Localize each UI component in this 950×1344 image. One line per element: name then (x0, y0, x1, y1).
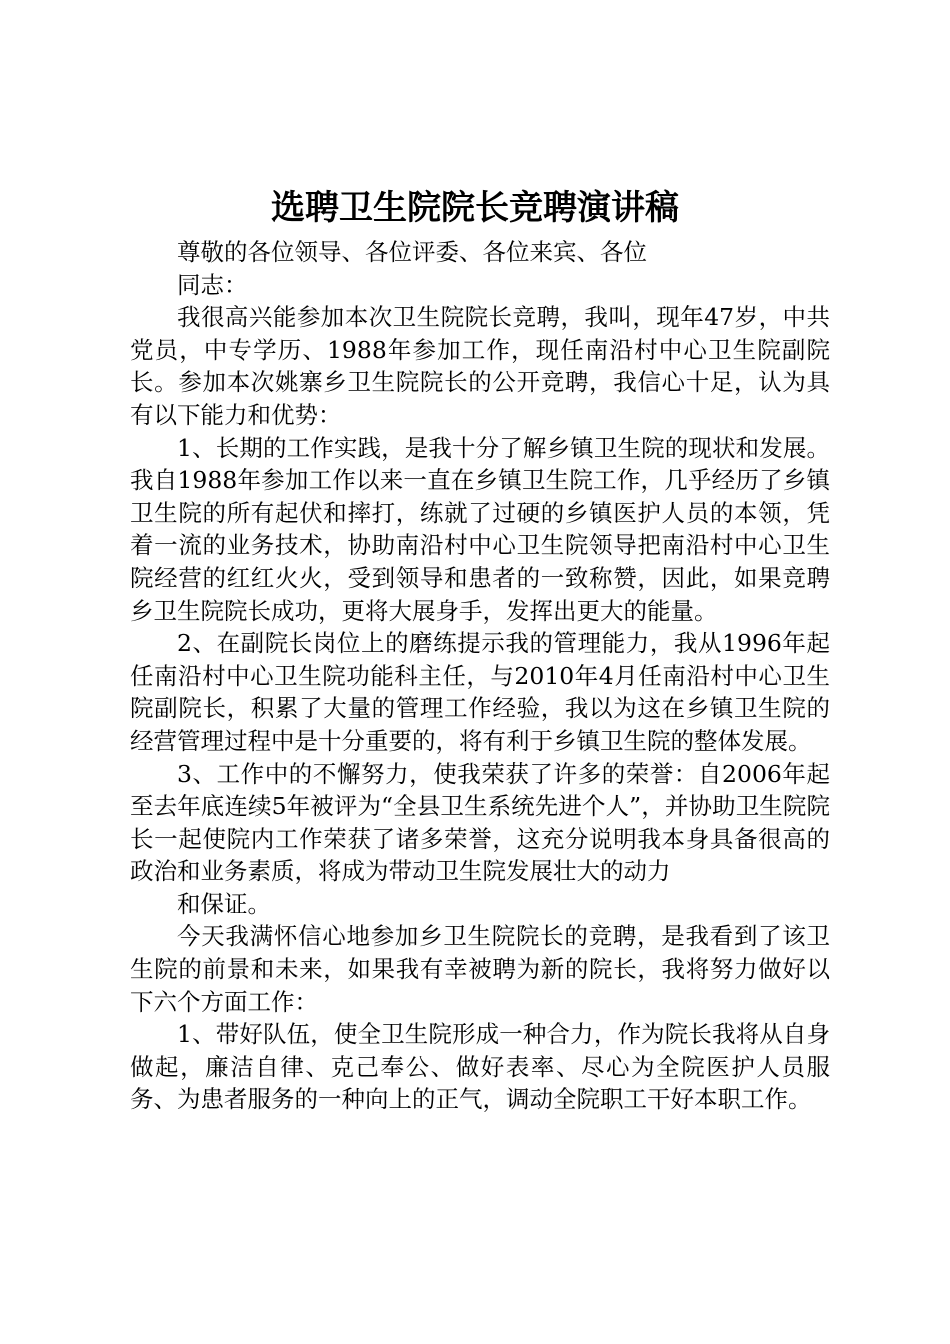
salutation-line: 尊敬的各位领导、各位评委、各位来宾、各位 (177, 238, 647, 266)
advantage-paragraph-2: 2、在副院长岗位上的磨练提示我的管理能力，我从1996年起任南沿村中心卫生院功能科主任，与2010年4月任南沿村中心卫生院副院长，积累了大量的管理工作经验，我以为这在乡镇卫生院的经营管理过程中是十分重要的，将有利于乡镇卫生院的整体发展。 (130, 629, 830, 755)
document-body (130, 236, 830, 1116)
plan-paragraph-1: 1、带好队伍，使全卫生院形成一种合力，作为院长我将从自身做起，廉洁自律、克己奉公、做好表率、尽心为全院医护人员服务、为患者服务的一种向上的正气，调动全院职工干好本职工作。 (130, 1020, 830, 1114)
advantage-paragraph-1: 1、长期的工作实践，是我十分了解乡镇卫生院的现状和发展。我自1988年参加工作以来一直在乡镇卫生院工作，几乎经历了乡镇卫生院的所有起伏和摔打，练就了过硬的乡镇医护人员的本领，凭着一流的业务技术，协助南沿村中心卫生院领导把南沿村中心卫生院经营的红红火火，受到领导和患者的一致称赞，因此，如果竞聘乡卫生院院长成功，更将大展身手，发挥出更大的能量。 (130, 433, 830, 625)
document-title: 选聘卫生院院长竞聘演讲稿 (271, 188, 679, 228)
plan-intro-paragraph: 今天我满怀信心地参加乡卫生院院长的竞聘，是我看到了该卫生院的前景和未来，如果我有幸被聘为新的院长，我将努力做好以下六个方面工作： (130, 922, 830, 1016)
salutation-continuation: 同志： (177, 270, 248, 299)
advantage-paragraph-3-end: 和保证。 (177, 889, 271, 918)
advantage-paragraph-3: 3、工作中的不懈努力，使我荣获了许多的荣誉：自2006年起至去年底连续5年被评为“全县卫生系统先进个人”，并协助卫生院院长一起使院内工作荣获了诸多荣誉，这充分说明我本身具备很高的政治和业务素质，将成为带动卫生院发展壮大的动力 (130, 759, 830, 886)
intro-paragraph: 我很高兴能参加本次卫生院院长竞聘，我叫，现年47岁，中共党员，中专学历、1988年参加工作，现任南沿村中心卫生院副院长。参加本次姚寨乡卫生院院长的公开竞聘，我信心十足，认为具有以下能力和优势： (130, 303, 830, 429)
